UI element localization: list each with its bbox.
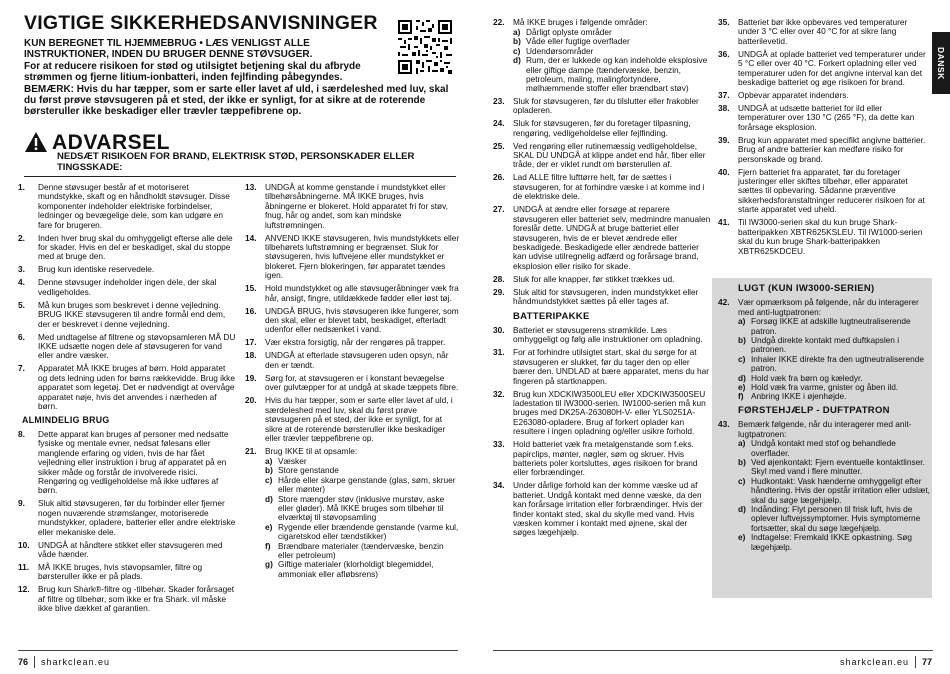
sub-list-item [738,355,930,374]
sub-item-letter: d) [738,372,746,383]
item-number: 29. [493,286,505,297]
sub-list-item [738,458,930,477]
sub-list-item [738,336,930,355]
sub-item-text: Rum, der er lukkede og kan indeholde eksplosive eller giftige dampe (tændervæske, benzin, petroleum, maling, malingfortyndere, mølhæmmende stoffer eller brændbart støv) [526,55,708,94]
item43-sublist [718,439,930,552]
list-item [245,374,460,393]
item-text: Må IKKE bruges i følgende områder: [513,17,648,27]
sub-item-text: Forsøg IKKE at adskille lugtneutraliserende patron. [751,316,911,336]
sub-item-letter: c) [738,475,746,486]
item-text: Lad ALLE filtre lufttørre helt, før de sættes i støvsugeren, for at forhindre væske i at komme ind i de elektriske dele. [513,172,705,202]
item-text: Sluk altid støvsugeren, før du forbinder eller fjerner nogen nuværende strømslanger, motoriserede mundstykker, opladere, batterier eller andre elektriske eller mekaniske dele. [38,498,236,537]
sub-list-item [265,476,460,495]
sub-list-item [738,533,930,552]
item-text: Brug kun identiske reservedele. [38,264,155,275]
item-number: 39. [718,134,730,145]
sub-item-text: Inhaler IKKE direkte fra den ugtneutraliserende patron. [751,353,924,374]
sub-list-item [265,560,460,579]
list-item [245,307,460,335]
list-item [493,142,711,170]
sub-list-item [738,317,930,336]
sub-item-letter: e) [738,382,746,393]
item-text: Vær ekstra forsigtig, når der rengøres på trapper. [265,337,446,348]
sub-item-text: Våde eller fugtige overflader [526,36,630,47]
sub-item-letter: b) [513,36,521,47]
item-number: 32. [493,388,505,399]
list-item [493,326,711,345]
item-number: 15. [245,283,257,294]
list-item [718,136,930,164]
item-text: Hold mundstykket og alle støvsugeråbninger væk fra hår, ansigt, fingre, utildækkede fødder eller løst tøj. [265,283,459,303]
item-text: Brug kun XDCKIW3500LEU eller XDCKIW3500SEU ladestation til IW3000-serien. IW1000-serien må kun bruges med DK25A-263080H-V- eller YLS0251A-E263080-opladere. Brug af forkert oplader kan resultere i ingen opladning og/eller usikre forhold. [513,388,706,437]
item-number: 21. [245,445,257,456]
list-item [493,275,711,284]
item-number: 37. [718,90,730,101]
item42-sublist [718,317,930,402]
item-number: 16. [245,305,257,316]
list-item [718,420,930,439]
sub-item-text: Undgå kontakt med stof og behandlede overflader. [751,438,896,458]
item-text: Bemærk følgende, når du interagerer med anit-lugtpatronen: [738,419,912,439]
page-title: VIGTIGE SIKKERHEDSANVISNINGER [24,12,378,34]
item-number: 7. [18,363,25,374]
section-heading-general-use: ALMINDELIG BRUG [22,414,110,425]
footer [840,652,932,672]
sub-item-letter: f) [738,391,744,402]
item-number: 9. [18,498,25,509]
intro-line-1: KUN BEREGNET TIL HJEMMEBRUG • LÆS VENLIGST ALLE INSTRUKTIONER, INDEN DU BRUGER DENNE STØVSUGER. [24,38,313,60]
list-item [493,205,711,271]
list-item [18,541,236,560]
footer-line [18,650,458,651]
footer-divider [915,656,916,668]
sub-item-letter: d) [513,55,521,66]
list-item [718,50,930,88]
item-text: Inden hver brug skal du omhyggeligt efterse alle dele for skader. Hvis en del er beskadiget, skal du stoppe med at bruge den. [38,232,233,262]
warning-subtitle: NEDSÆT RISIKOEN FOR BRAND, ELEKTRISK STØD, PERSONSKADER ELLER TINGSSKADE: [57,151,415,173]
list-item [718,91,930,100]
col3-list-b [493,326,711,538]
item22-sublist [493,28,711,94]
column-2 [245,183,460,579]
odor-section [718,284,930,552]
list-item [18,585,236,613]
item-text: UNDGÅ at komme genstande i mundstykket eller tilbehørsåbningerne. MÅ IKKE bruges, hvis åbningerne er blokeret. Hold apparatet fri for støv, fnug, hår og andet, som kan mindske luftstrømningen. [265,182,448,230]
list-item [245,396,460,443]
warning-header [24,131,170,153]
item-text: Hvis du har tæpper, som er sarte eller lavet af uld, i særdeleshed med luv, skal du først prøve støvsugeren på et sted, der ikke er synligt, for at sikre at de roterende børsteruller ikke beskadiger eller trævler tæppefibrene op. [265,395,453,443]
sub-item-text: Hårde eller skarpe genstande (glas, søm, skruer eller mønter) [278,474,456,495]
sub-item-letter: b) [738,456,746,467]
section-heading-battery: BATTERIPAKKE [513,310,590,322]
item-text: Hold batteriet væk fra metalgenstande som f.eks. papirclips, mønter, nøgler, søm og skruer. Hvis batteriets poler kortsluttes, øges risikoen for brand eller forbrændinger. [513,439,698,478]
item-number: 40. [718,166,730,177]
list-item [493,440,711,478]
item-text: Må kun bruges som beskrevet i denne vejledning. BRUG IKKE støvsugeren til andre formål end dem, der er beskrevet i denne vejledning. [38,299,226,329]
list-item [245,338,460,347]
sub-item-letter: c) [265,474,273,485]
col3-list [493,97,711,307]
item-text: UNDGÅ BRUG, hvis støvsugeren ikke fungerer, som den skal, eller er blevet tabt, beskadiget, efterladt udenfor eller nedsænket i vand. [265,305,459,335]
item-text: Denne støvsuger indeholder ingen dele, der skal vedligeholdes. [38,277,217,297]
sub-item-letter: a) [738,316,746,327]
sub-item-letter: a) [265,455,273,466]
section-heading-odor: LUGT (KUN IW3000-SERIEN) [738,283,875,294]
footer-line [493,650,933,651]
item-number: 11. [18,561,30,572]
list-item [493,348,711,386]
sub-item-text: Dårligt oplyste områder [526,27,612,37]
list-item [18,563,236,582]
col1-list [18,183,236,412]
item-text: UNDGÅ at efterlade støvsugeren uden opsyn, når den er tændt. [265,350,449,370]
item-text: Sluk for støvsugeren, før du foretager tilpasning, rengøring, vedligeholdelse eller fejlfinding. [513,118,691,138]
sub-item-letter: e) [265,521,273,532]
warning-title: ADVARSEL [52,130,170,154]
item-number: 13. [245,182,257,192]
list-item [18,234,236,262]
sub-item-text: Undgå direkte kontakt med duftkapslen i patronen. [751,335,900,355]
list-item [245,351,460,370]
item-text: For at forhindre utilsigtet start, skal du sørge for at støvsugeren er slukket, før du tager den op eller bærer den. UNDLAD at bære apparatet, mens du har fingeren på startknappen. [513,347,709,386]
item-number: 31. [493,347,505,358]
item-number: 24. [493,118,505,129]
item-number: 6. [18,331,25,342]
page-number: 76 [18,657,29,667]
item-text: Opbevar apparatet indendørs. [738,90,849,101]
list-item [18,183,236,230]
item-text: Apparatet MÅ IKKE bruges af børn. Hold apparatet og dets ledning uden for børns rækkevidde. Brug ikke apparatet som legetøj. Det er nødvendigt at overvåge apparatet nøje, hvis det anvendes i nærheden af børn. [38,363,235,412]
list-item [718,18,930,46]
footer [18,652,110,672]
list-item [18,333,236,361]
sub-item-letter: b) [265,465,273,476]
sub-item-letter: a) [738,438,746,449]
item-text: Denne støvsuger består af et motoriseret mundstykke, skaft og en håndholdt støvsuger. Disse komponenter indeholder elektriske forbindelser, ledninger og bevægelige dele, som kan udgøre en fare for brugeren. [38,182,230,230]
item-number: 1. [18,182,25,192]
item-number: 14. [245,232,257,243]
list-item [493,173,711,201]
item21-sublist [245,457,460,579]
list-item [18,265,236,274]
item-text: Sørg for, at støvsugeren er i konstant bevægelse over gulvtæpper for at undgå at skade tæppets fibre. [265,372,459,393]
sub-item-text: Brændbare materialer (tændervæske, benzin eller petroleum) [278,540,444,560]
sub-item-text: Indtagelse: Fremkald IKKE opkastning. Søg lægehjælp. [751,532,912,552]
sub-item-letter: f) [265,540,271,551]
list-item [493,97,711,116]
item-text: Brug IKKE til at opsamle: [265,445,358,456]
item-number: 35. [718,17,730,27]
item-text: Sluk altid for støvsugeren, inden mundstykket eller håndmundstykket sættes på eller tages af. [513,286,699,307]
list-item [18,278,236,297]
sub-item-text: Hold væk fra varme, gnister og åben ild. [751,382,899,393]
sub-list-item [265,495,460,523]
sub-item-text: Anbring IKKE i øjenhøjde. [751,391,847,402]
sub-item-letter: d) [738,503,746,514]
item-text: Batteriet er støvsugerens strømkilde. Læs omhyggeligt og følg alle instruktioner om opladning. [513,324,703,345]
sub-list-item [738,505,930,533]
sub-item-text: Hold væk fra børn og kæledyr. [751,372,863,383]
sub-item-letter: d) [265,493,273,504]
item-text: UNDGÅ at udsætte batteriet for ild eller temperaturer over 130 °C (265 °F), da dette kan forårsage eksplosion. [738,103,915,132]
sub-list-item [738,439,930,458]
intro-line-2: For at reducere risikoen for stød og utilsigtet betjening skal du afbryde strømmen og fjerne litium-ionbatteri, inden fejlfinding påbegyndes. [24,61,361,83]
sub-item-text: Udendørsområder [526,45,594,56]
item-number: 22. [493,17,505,27]
item-text: MÅ IKKE bruges, hvis støvopsamler, filtre og børsteruller ikke er på plads. [38,561,203,582]
sub-list-item [513,56,711,94]
item-number: 10. [18,539,30,550]
list-item [245,234,460,281]
sub-item-text: Væsker [278,455,307,466]
item-text: Til IW3000-serien skal du kun bruge Shark-batteripakken XBTR625KSLEU. Til IW1000-serien skal du kun bruge Shark-batteripakken XBTR625KDCEU. [738,217,923,256]
item-number: 12. [18,584,30,595]
list-item [718,218,930,256]
item-number: 34. [493,480,505,491]
sub-item-letter: c) [513,45,521,56]
sub-item-text: Hudkontakt: Vask hænderne omhyggeligt efter håndtering. Hvis der opstår irritation eller udslæt, skal du søge lægehjælp. [751,475,930,505]
list-item [245,447,460,456]
sub-list-item [738,477,930,505]
intro-line-3: BEMÆRK: Hvis du har tæpper, som er sarte eller lavet af uld, i særdeleshed med luv, skal du først prøve støvsugeren på et sted, der ikke er synligt, for at sikre at de roterende børsteruller ikke beskadiger eller trævler tæppefibrene op. [24,84,449,117]
list-item [493,18,711,27]
item-text: Batteriet bør ikke opbevares ved temperaturer under 3 °C eller over 40 °C for at sikre lang batterilevetid. [738,17,908,46]
item-number: 2. [18,232,25,243]
sub-item-text: Store mængder støv (inklusive murstøv, aske eller gløder). Må IKKE bruges som tilbehør til elværktøj til støvopsamling [278,493,445,523]
list-item [718,104,930,132]
item-number: 27. [493,204,505,215]
right-page [475,0,950,674]
page-number: 77 [921,657,932,667]
item-text: Fjern batteriet fra apparatet, før du foretager justeringer eller skiftes tilbehør, eller apparatet sættes til opbevaring. Sådanne præventive sikkerhedsforanstaltninger reducerer risikoen for at starte apparatet ved uheld. [738,166,925,215]
divider [24,176,456,177]
sub-item-text: Indånding: Flyt personen til frisk luft, hvis de oplever luftvejssymptomer. Hvis symptomerne fortsætter, skal du søge lægehjælp. [751,503,921,533]
list-item [245,284,460,303]
item-text: ANVEND IKKE støvsugeren, hvis mundstykkets eller tilbehørets luftstrømning er begrænset. Sluk for støvsugeren, hvis luftvejene eller mundstykket er blokeret. Fjern blokeringen, før apparatet tændes igen. [265,232,460,281]
item-number: 28. [493,273,505,284]
item-number: 42. [718,297,730,308]
sub-item-letter: a) [513,27,521,37]
item-number: 41. [718,217,730,228]
column-1 [18,183,236,617]
item-number: 3. [18,264,25,275]
item-number: 43. [718,419,730,430]
sub-item-text: Ved øjenkontakt: Fjern eventuelle kontaktlinser. Skyl med vand i flere minutter. [751,456,925,477]
list-item [18,430,236,496]
sub-list-item [738,392,930,401]
item-number: 30. [493,324,505,335]
item-text: UNDGÅ at ændre eller forsøge at reparere støvsugeren eller batteriet selv, medmindre manualen foreslår dette. UNDGÅ at bruge batteriet eller støvsugeren, hvis de er blevet ændrede eller beskadigede. Beskadigede eller ændrede batterier kan udvise utilregnelig adfærd og forårsage brand, eksplosion eller risiko for skade. [513,204,711,271]
item-text: Brug kun Shark®-filtre og -tilbehør. Skader forårsaget af filtre og tilbehør, som ikke er fra Shark. vil måske ikke blive dækket af garantien. [38,584,235,614]
site-url[interactable]: sharkclean.eu [41,657,111,667]
item-number: 36. [718,48,730,59]
item-number: 8. [18,428,25,439]
list-item [718,298,930,317]
sub-item-text: Giftige materialer (klorholdigt blegemiddel, ammoniak eller afløbsrens) [278,559,434,579]
sub-item-letter: e) [738,532,746,543]
site-url[interactable]: sharkclean.eu [839,657,909,667]
column-4 [718,18,930,260]
item-text: Med undtagelse af filtrene og støvopsamleren MÅ DU IKKE udsætte nogen dele af støvsugeren for vand eller andre væsker. [38,331,236,361]
list-item [18,364,236,411]
sub-item-letter: c) [738,353,746,364]
item-number: 33. [493,439,505,450]
item-text: Sluk for alle knapper, før stikket trækkes ud. [513,273,675,284]
item-number: 26. [493,172,505,183]
intro-text [24,38,454,118]
sub-item-letter: b) [738,335,746,346]
item-number: 38. [718,103,730,114]
item-number: 20. [245,395,257,406]
sub-item-text: Rygende eller brændende genstande (varme kul, cigaretskod eller tændstikker) [278,521,459,542]
list-item [493,288,711,307]
list-item [18,499,236,537]
item-text: Vær opmærksom på følgende, når du interagerer med anti-lugtpatronen: [738,297,919,317]
list-item [245,183,460,230]
section-heading-first-aid: FØRSTEHJÆLP - DUFTPATRON [738,404,890,416]
item-number: 18. [245,350,257,361]
item-number: 17. [245,337,257,348]
sub-item-text: Store genstande [278,465,339,476]
column-3 [493,18,711,541]
warning-triangle-icon [24,131,48,153]
item-text: UNDGÅ at oplade batteriet ved temperaturer under 5 °C eller over 40 °C. Forkert opladning eller ved temperaturer uden for det angivne interval kan det beskadige batteriet og øge risikoen for brand. [738,48,926,88]
item-number: 23. [493,95,505,106]
item-text: UNDGÅ at håndtere stikket eller støvsugeren med våde hænder. [38,539,223,559]
item-text: Under dårlige forhold kan der komme væske ud af batteriet. Undgå kontakt med denne væske, da den kan forårsage irritation eller forbrændinger. Hvis der finder kontakt sted, skal du skylle med vand. Hvis væsken kommer i kontakt med øjnene, skal der søges lægehjælp. [513,480,703,538]
language-tab: DANSK [932,32,950,94]
list-item [493,119,711,138]
footer-divider [34,656,35,668]
list-item [18,301,236,329]
col1-list-b [18,430,236,614]
item-number: 4. [18,277,25,288]
sub-item-letter: g) [265,559,273,570]
item-number: 19. [245,372,257,383]
list-item [718,168,930,215]
item-text: Brug kun apparatet med specifikt angivne batterier. Brug af andre batterier kan medføre risiko for personskade og brand. [738,134,926,164]
sub-list-item [265,542,460,561]
sub-list-item [265,523,460,542]
item-text: Dette apparat kan bruges af personer med nedsatte fysiske og mentale evner, nedsat følesans eller manglende erfaring og viden, hvis de har fået vejledning eller instruktion i brug af apparatet på en sikker måde og forstår de involverede risici. Rengøring og vedligeholdelse må ikke udføres af børn. [38,428,229,496]
item-text: Ved rengøring eller rutinemæssig vedligeholdelse, SKAL DU UNDGÅ at klippe andet end hår, fiber eller tråde, der er viklet rundt om børsterullen af. [513,140,706,170]
item-text: Sluk for støvsugeren, før du tilslutter eller frakobler opladeren. [513,95,699,116]
col2-list [245,183,460,456]
item-number: 25. [493,140,505,151]
list-item [493,481,711,537]
col4-list [718,18,930,256]
item-number: 5. [18,299,25,310]
list-item [493,390,711,437]
